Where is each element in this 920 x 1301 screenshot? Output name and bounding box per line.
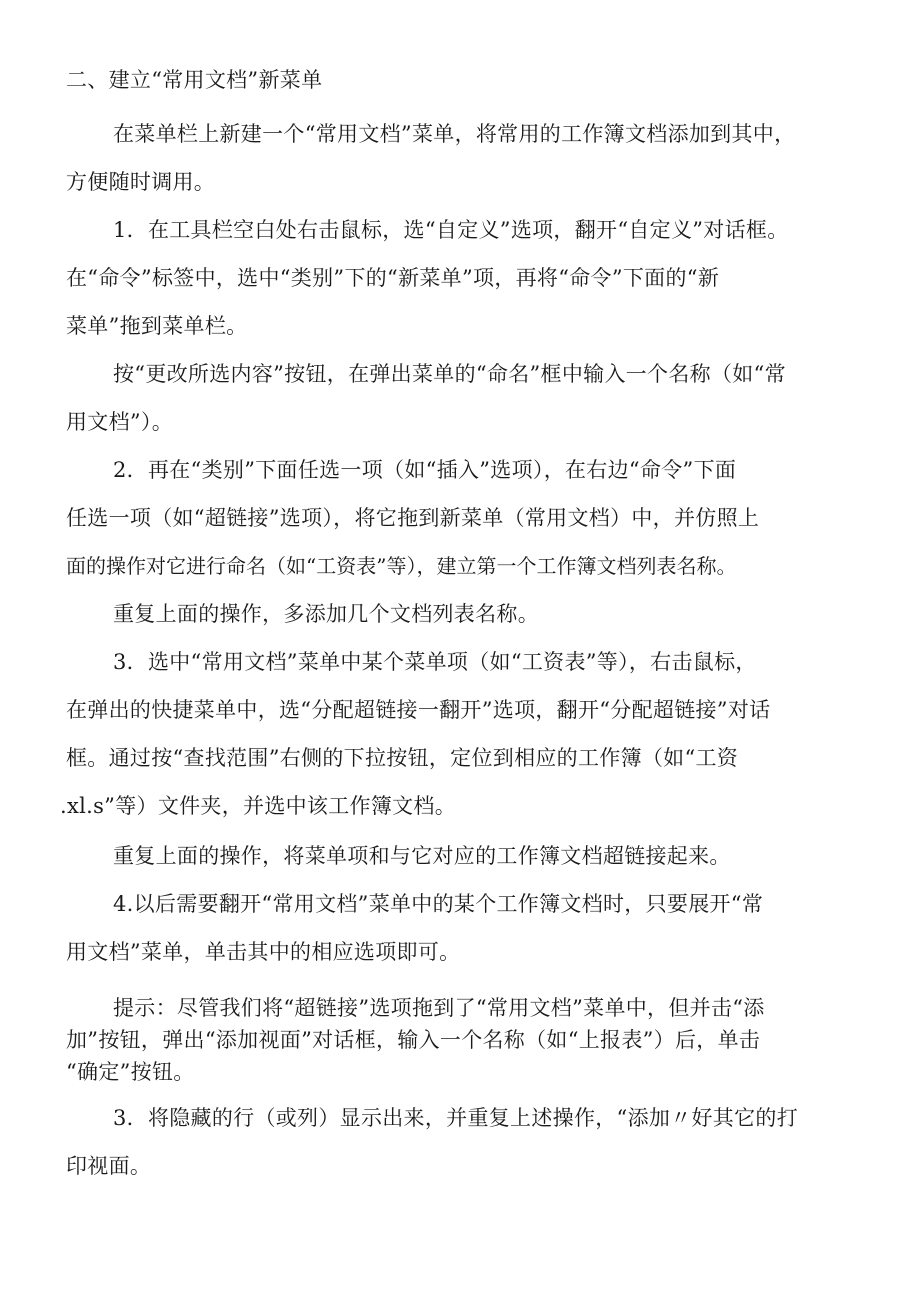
paragraph-line: 在菜单栏上新建一个“常用文档”菜单，将常用的工作簿文档添加到其中， (113, 122, 796, 146)
section-heading: 二、建立“常用文档”新菜单 (66, 68, 323, 92)
paragraph-line: 方便随时调用。 (66, 170, 216, 194)
paragraph-line: 重复上面的操作，多添加几个文档列表名称。 (113, 602, 539, 626)
paragraph-line: 提示：尽管我们将“超链接”选项拖到了“常用文档”菜单中，但并击“添 (113, 996, 765, 1020)
paragraph-line: 按“更改所选内容”按钮，在弹出菜单的“命名”框中输入一个名称（如“常 (113, 362, 786, 386)
paragraph-line: 在“命令”标签中，选中“类别”下的“新菜单”项，再将“命令”下面的“新 (66, 266, 720, 290)
paragraph-line: 用文档”菜单，单击其中的相应选项即可。 (66, 940, 461, 964)
paragraph-line: 加”按钮，弹出“添加视面”对话框，输入一个名称（如“上报表”）后，单击 (66, 1028, 761, 1052)
paragraph-line: 任选一项（如“超链接”选项），将它拖到新菜单（常用文档）中，并仿照上 (66, 506, 760, 530)
paragraph-line: 框。通过按“查找范围”右侧的下拉按钮，定位到相应的工作簿（如“工资 (66, 746, 739, 770)
paragraph-line: “确定”按钮。 (66, 1060, 195, 1084)
paragraph-line: .xl.s”等）文件夹，并选中该工作簿文档。 (60, 794, 457, 818)
paragraph-line: 2．再在“类别”下面任选一项（如“插入”选项），在右边“命令”下面 (113, 458, 737, 482)
paragraph-line: 在弹出的快捷菜单中，选“分配超链接一翻开”选项，翻开“分配超链接”对话 (66, 698, 771, 722)
paragraph-line: 4.以后需要翻开“常用文档”菜单中的某个工作簿文档时，只要展开“常 (113, 892, 764, 916)
paragraph-line: 印视面。 (66, 1154, 152, 1178)
paragraph-line: 用文档”）。 (66, 410, 174, 434)
paragraph-line: 重复上面的操作，将菜单项和与它对应的工作簿文档超链接起来。 (113, 844, 731, 868)
paragraph-line: 3．选中“常用文档”菜单中某个菜单项（如“工资表”等），右击鼠标， (113, 650, 757, 674)
paragraph-line: 3．将隐藏的行（或列）显示出来，并重复上述操作，“添加〃好其它的打 (113, 1106, 798, 1130)
paragraph-line: 1．在工具栏空白处右击鼠标，选“自定义”选项，翻开“自定义”对话框。 (113, 218, 789, 242)
paragraph-line: 菜单”拖到菜单栏。 (66, 314, 248, 338)
paragraph-line: 面的操作对它进行命名（如“工资表”等），建立第一个工作簿文档列表名称。 (66, 554, 737, 578)
